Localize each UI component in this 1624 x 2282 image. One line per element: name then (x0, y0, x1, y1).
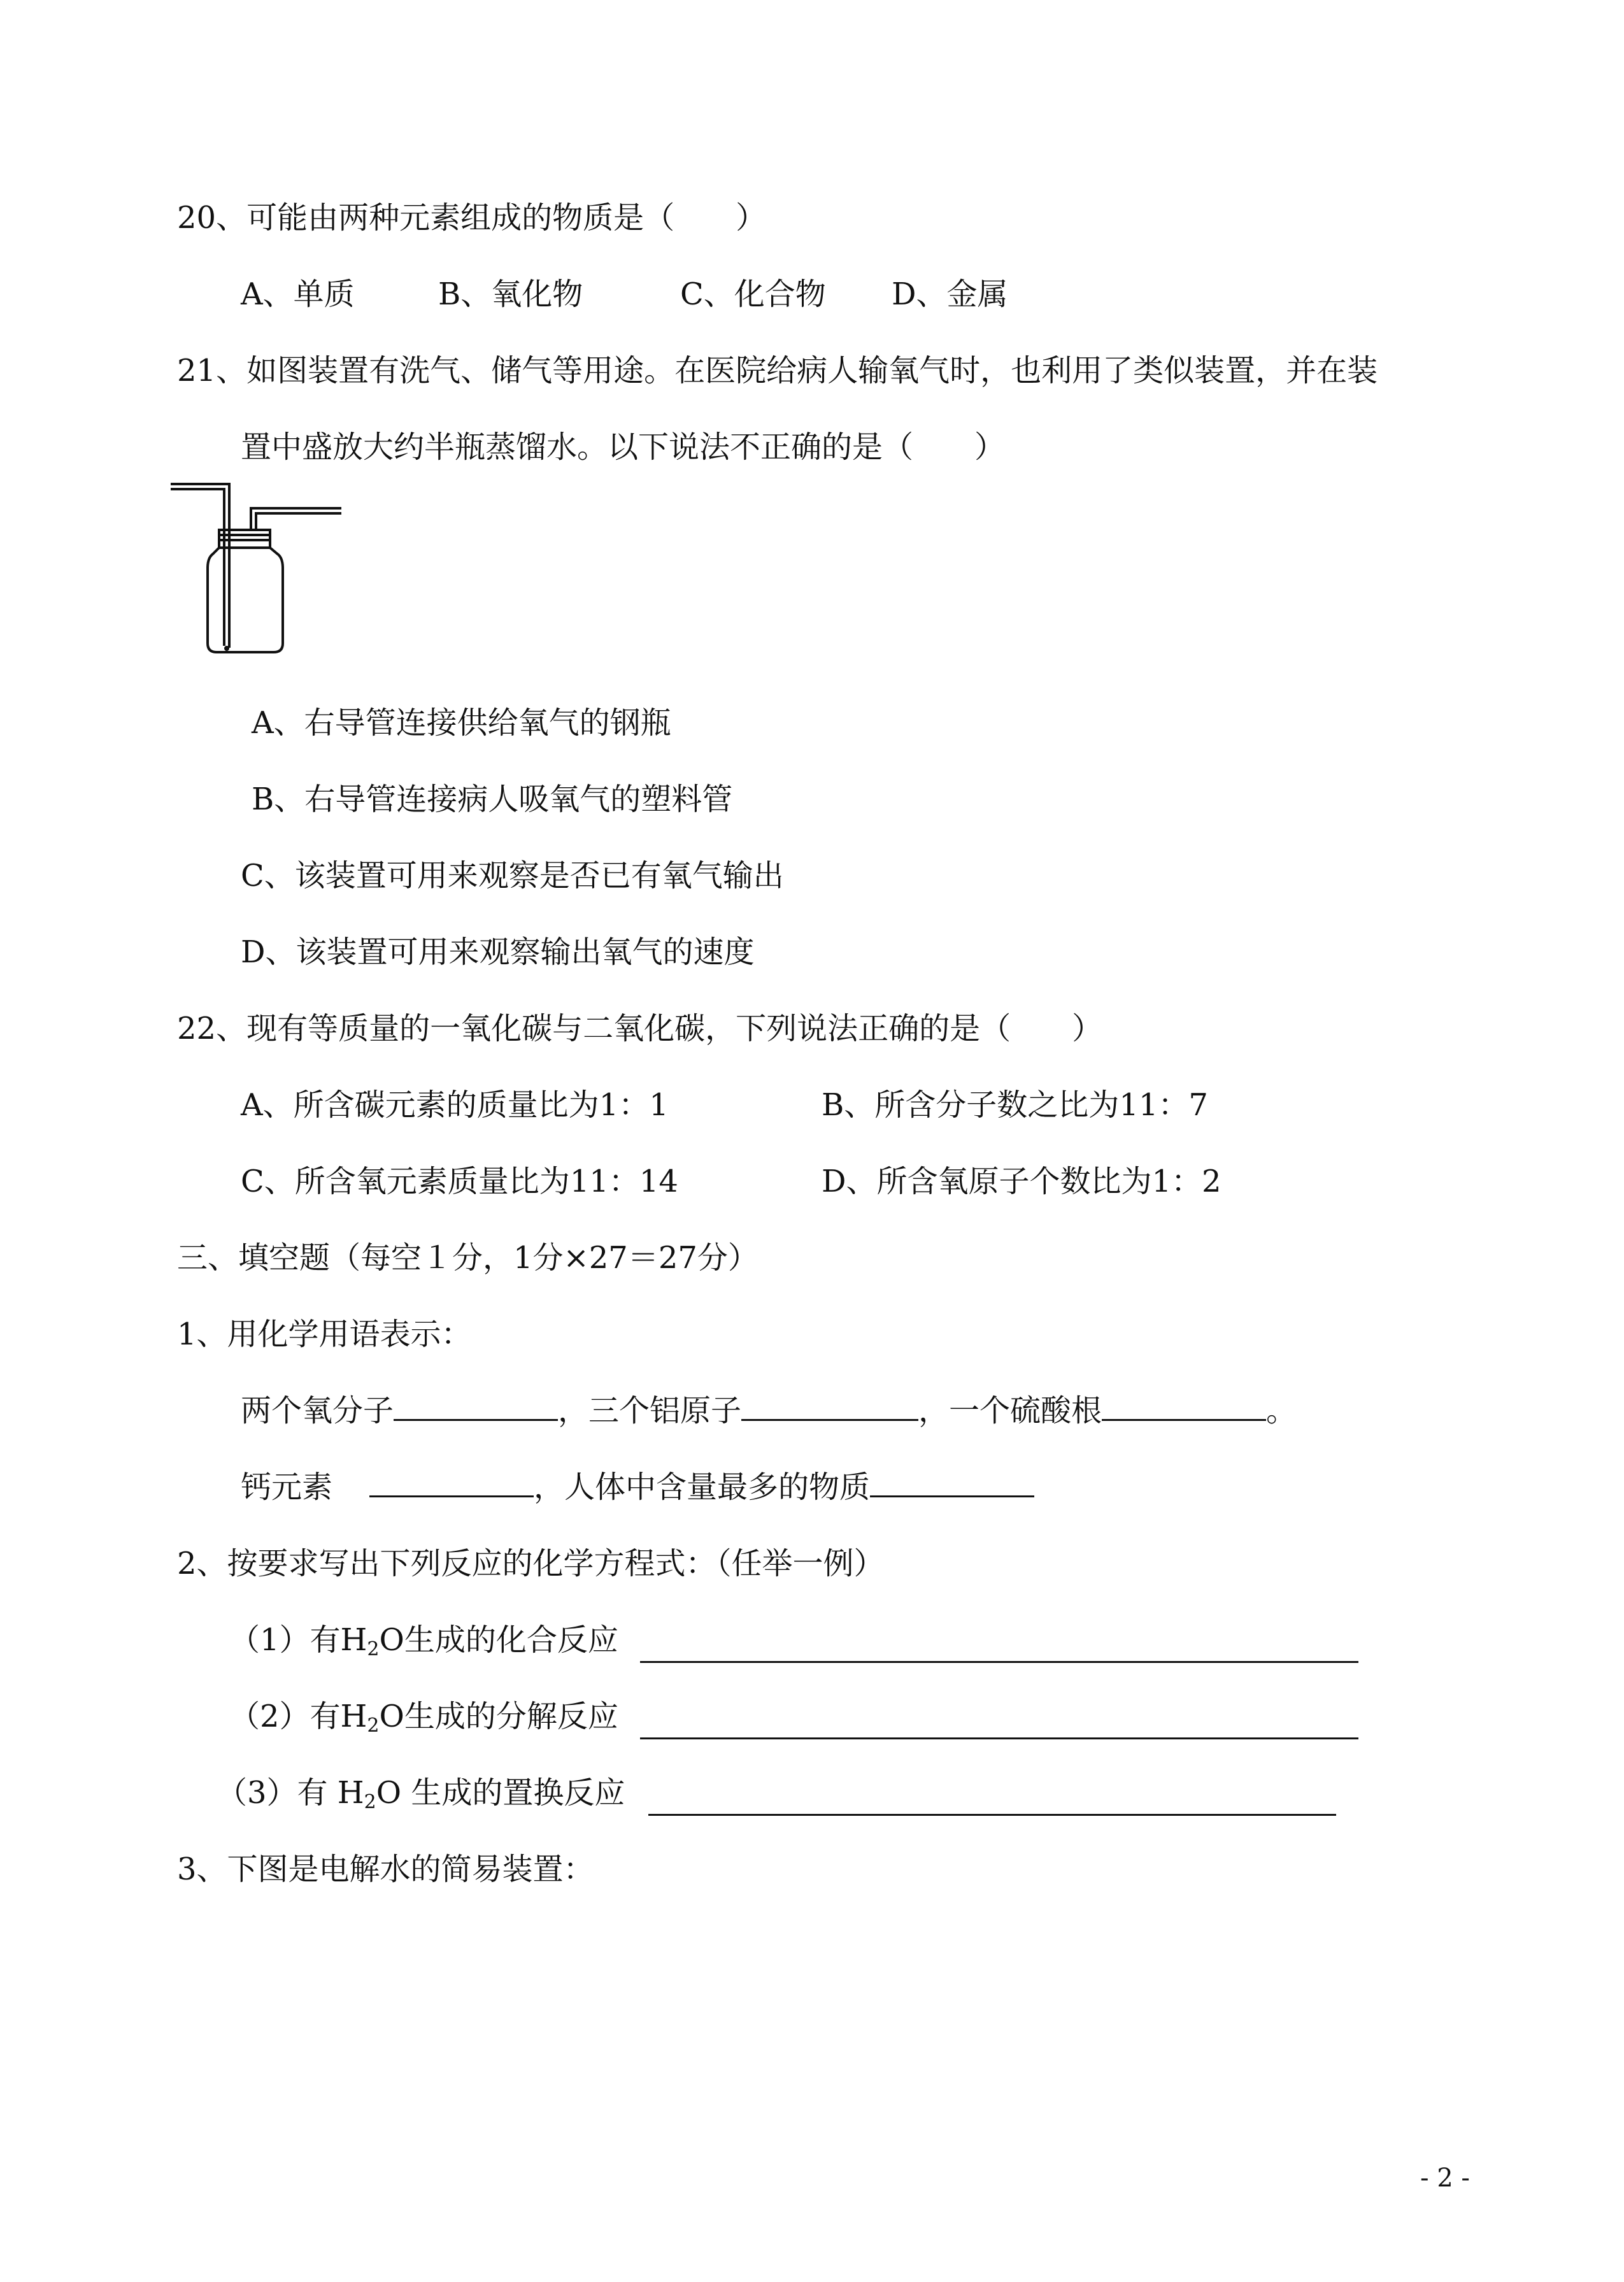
fill2-reaction-3 (217, 1774, 625, 1822)
reaction-2-prefix: （2）有H (229, 1699, 367, 1734)
answer-line-reaction-1[interactable] (640, 1661, 1358, 1663)
q21-stem-line1: 21、如图装置有洗气、储气等用途。在医院给病人输氧气时，也利用了类似装置，并在装 (177, 353, 1378, 389)
label-three-al-atoms: ，三个铝原子 (558, 1393, 742, 1429)
q22-stem: 22、现有等质量的一氧化碳与二氧化碳，下列说法正确的是（ ） (177, 1011, 1103, 1046)
q21-option-c: C、该装置可用来观察是否已有氧气输出 (241, 858, 784, 894)
reaction-3-subscript: 2 (364, 1791, 376, 1813)
q20-stem: 20、可能由两种元素组成的物质是（ ） (177, 200, 767, 236)
q20-option-d: D、金属 (892, 276, 1008, 312)
label-two-oxygen-molecules: 两个氧分子 (241, 1393, 394, 1429)
answer-line-reaction-2[interactable] (640, 1737, 1358, 1739)
q22-option-b: B、所含分子数之比为11：7 (822, 1087, 1208, 1123)
label-one-sulfate: ，一个硫酸根 (918, 1393, 1102, 1429)
fill2-reaction-2 (229, 1697, 618, 1745)
q21-option-a: A、右导管连接供给氧气的钢瓶 (252, 705, 671, 741)
fill1-stem: 1、用化学用语表示： (177, 1316, 472, 1352)
reaction-2-label: O生成的分解反应 (379, 1699, 618, 1734)
q20-option-b: B、氧化物 (438, 276, 583, 312)
fill1-line2 (241, 1468, 1034, 1506)
answer-blank-4[interactable] (369, 1469, 534, 1497)
reaction-1-prefix: （1）有H (229, 1622, 367, 1658)
reaction-1-label: O生成的化合反应 (379, 1622, 618, 1658)
label-calcium: 钙元素 (241, 1469, 333, 1505)
answer-blank-3[interactable] (1102, 1392, 1266, 1421)
q21-stem-line2: 置中盛放大约半瓶蒸馏水。以下说法不正确的是（ ） (241, 429, 1006, 465)
label-most-abundant: ，人体中含量最多的物质 (534, 1469, 871, 1505)
fill3-stem: 3、下图是电解水的简易装置： (177, 1851, 594, 1887)
fill2-reaction-1 (229, 1621, 618, 1669)
answer-blank-1[interactable] (394, 1392, 558, 1421)
answer-line-reaction-3[interactable] (648, 1814, 1336, 1816)
fill2-stem: 2、按要求写出下列反应的化学方程式：（任举一例） (177, 1546, 885, 1581)
section-title: 三、填空题（每空１分，1分×27＝27分） (177, 1240, 759, 1276)
q22-option-a: A、所含碳元素的质量比为1：1 (241, 1087, 669, 1123)
q22-option-c: C、所含氧元素质量比为11：14 (241, 1164, 678, 1199)
page-number: - 2 - (1420, 2164, 1470, 2193)
reaction-2-subscript: 2 (367, 1715, 380, 1737)
q20-option-c: C、化合物 (680, 276, 826, 312)
q21-option-b: B、右导管连接病人吸氧气的塑料管 (252, 781, 733, 817)
answer-blank-5[interactable] (870, 1469, 1034, 1497)
answer-blank-2[interactable] (741, 1392, 918, 1421)
q20-option-a: A、单质 (241, 276, 355, 312)
gas-washing-bottle-diagram (171, 479, 349, 654)
reaction-1-subscript: 2 (367, 1638, 380, 1660)
end-mark: 。 (1266, 1393, 1297, 1429)
fill1-line1 (241, 1392, 1297, 1430)
q22-option-d: D、所含氧原子个数比为1：2 (822, 1164, 1222, 1199)
reaction-3-prefix: （3）有 H (217, 1775, 364, 1811)
reaction-3-label: O 生成的置换反应 (376, 1775, 625, 1811)
q21-option-d: D、该装置可用来观察输出氧气的速度 (241, 934, 755, 970)
